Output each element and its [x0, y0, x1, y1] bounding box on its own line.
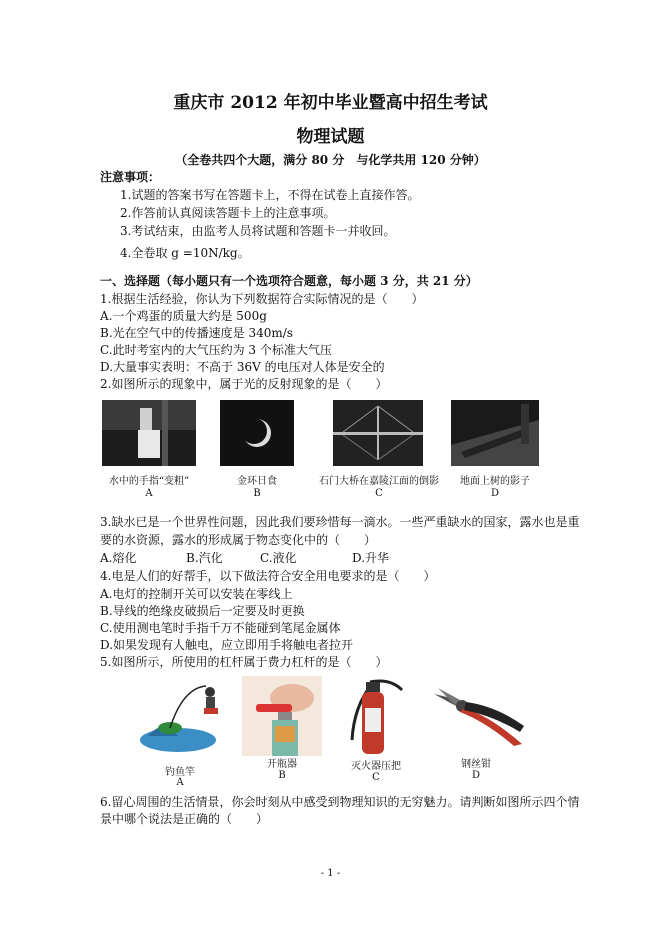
question-4-option: C.使用测电笔时手指千万不能碰到笔尾金属体	[100, 621, 341, 635]
figure-caption: 钢丝钳	[461, 759, 491, 770]
question-3-option: B.汽化	[186, 551, 223, 565]
question-5-stem: 5.如图所示，所使用的杠杆属于费力杠杆的是（ ）	[100, 655, 388, 669]
notice-item: 3.考试结束，由监考人员将试题和答题卡一并收回。	[120, 224, 396, 238]
figure-letter: C	[372, 772, 380, 783]
figure-letter: B	[253, 488, 261, 499]
notice-item: 4.全卷取 g =10N/kg。	[120, 246, 250, 260]
finger-in-water-photo	[102, 400, 196, 466]
figure-caption: 金环日食	[237, 476, 277, 487]
question-6-stem: 6.留心周围的生活情景，你会时刻从中感受到物理知识的无穷魅力。请判断如图所示四个情	[100, 795, 580, 809]
question-1-option: C.此时考室内的大气压约为 3 个标准大气压	[100, 343, 332, 357]
figure-caption: 水中的手指“变粗”	[108, 476, 190, 487]
question-4-option: D.如果发现有人触电，应立即用手将触电者拉开	[100, 638, 354, 652]
page-number: - 1 -	[320, 868, 341, 879]
question-6-stem: 景中哪个说法是正确的（ ）	[100, 812, 269, 826]
question-3-stem: 3.缺水已是一个世界性问题，因此我们要珍惜每一滴水。一些严重缺水的国家，露水也是重	[100, 515, 580, 529]
figure-letter: D	[471, 770, 481, 781]
question-3-option: A.熔化	[100, 551, 137, 565]
exam-title: 重庆市 2012 年初中毕业暨高中招生考试	[173, 93, 488, 113]
question-1-option: A.一个鸡蛋的质量大约是 500g	[100, 309, 267, 323]
question-4-option: A.电灯的控制开关可以安装在零线上	[100, 587, 293, 601]
pliers-illustration	[430, 686, 526, 748]
subject-title: 物理试题	[296, 127, 365, 147]
figure-caption: 地面上树的影子	[460, 476, 530, 487]
figure-letter: D	[490, 488, 500, 499]
notice-item: 1.试题的答案书写在答题卡上，不得在试卷上直接作答。	[120, 188, 420, 202]
question-3-option: D.升华	[352, 551, 390, 565]
question-4-stem: 4.电是人们的好帮手，以下做法符合安全用电要求的是（ ）	[100, 569, 436, 583]
question-4-option: B.导线的绝缘皮破损后一定要及时更换	[100, 604, 305, 618]
figure-letter: B	[278, 770, 286, 781]
exam-note: （全卷共四个大题，满分 80 分 与化学共用 120 分钟）	[175, 153, 486, 167]
figure-letter: A	[145, 488, 153, 499]
figure-letter: C	[375, 488, 383, 499]
fishing-rod-illustration	[138, 678, 228, 756]
question-1-option: D.大量事实表明：不高于 36V 的电压对人体是安全的	[100, 360, 385, 374]
bridge-reflection-photo	[333, 400, 423, 466]
question-3-option: C.液化	[260, 551, 297, 565]
figure-letter: A	[176, 777, 184, 788]
question-1-option: B.光在空气中的传播速度是 340m/s	[100, 326, 293, 340]
question-3-stem: 要的水资源，露水的形成属于物态变化中的（ ）	[100, 533, 377, 547]
annular-eclipse-photo	[220, 400, 294, 466]
section-heading: 一、选择题（每小题只有一个选项符合题意，每小题 3 分，共 21 分）	[100, 274, 478, 288]
figure-caption: 钓鱼竿	[165, 767, 195, 778]
figure-caption: 石门大桥在嘉陵江面的倒影	[319, 476, 439, 487]
figure-caption: 灭火器压把	[351, 761, 401, 772]
figure-caption: 开瓶器	[267, 759, 297, 770]
notice-heading: 注意事项：	[100, 170, 161, 184]
question-2-stem: 2.如图所示的现象中，属于光的反射现象的是（ ）	[100, 377, 388, 391]
bottle-opener-illustration	[242, 676, 322, 756]
question-1-stem: 1.根据生活经验，你认为下列数据符合实际情况的是（ ）	[100, 292, 424, 306]
notice-item: 2.作答前认真阅读答题卡上的注意事项。	[120, 206, 336, 220]
tree-shadow-photo	[451, 400, 539, 466]
fire-extinguisher-illustration	[340, 676, 412, 758]
